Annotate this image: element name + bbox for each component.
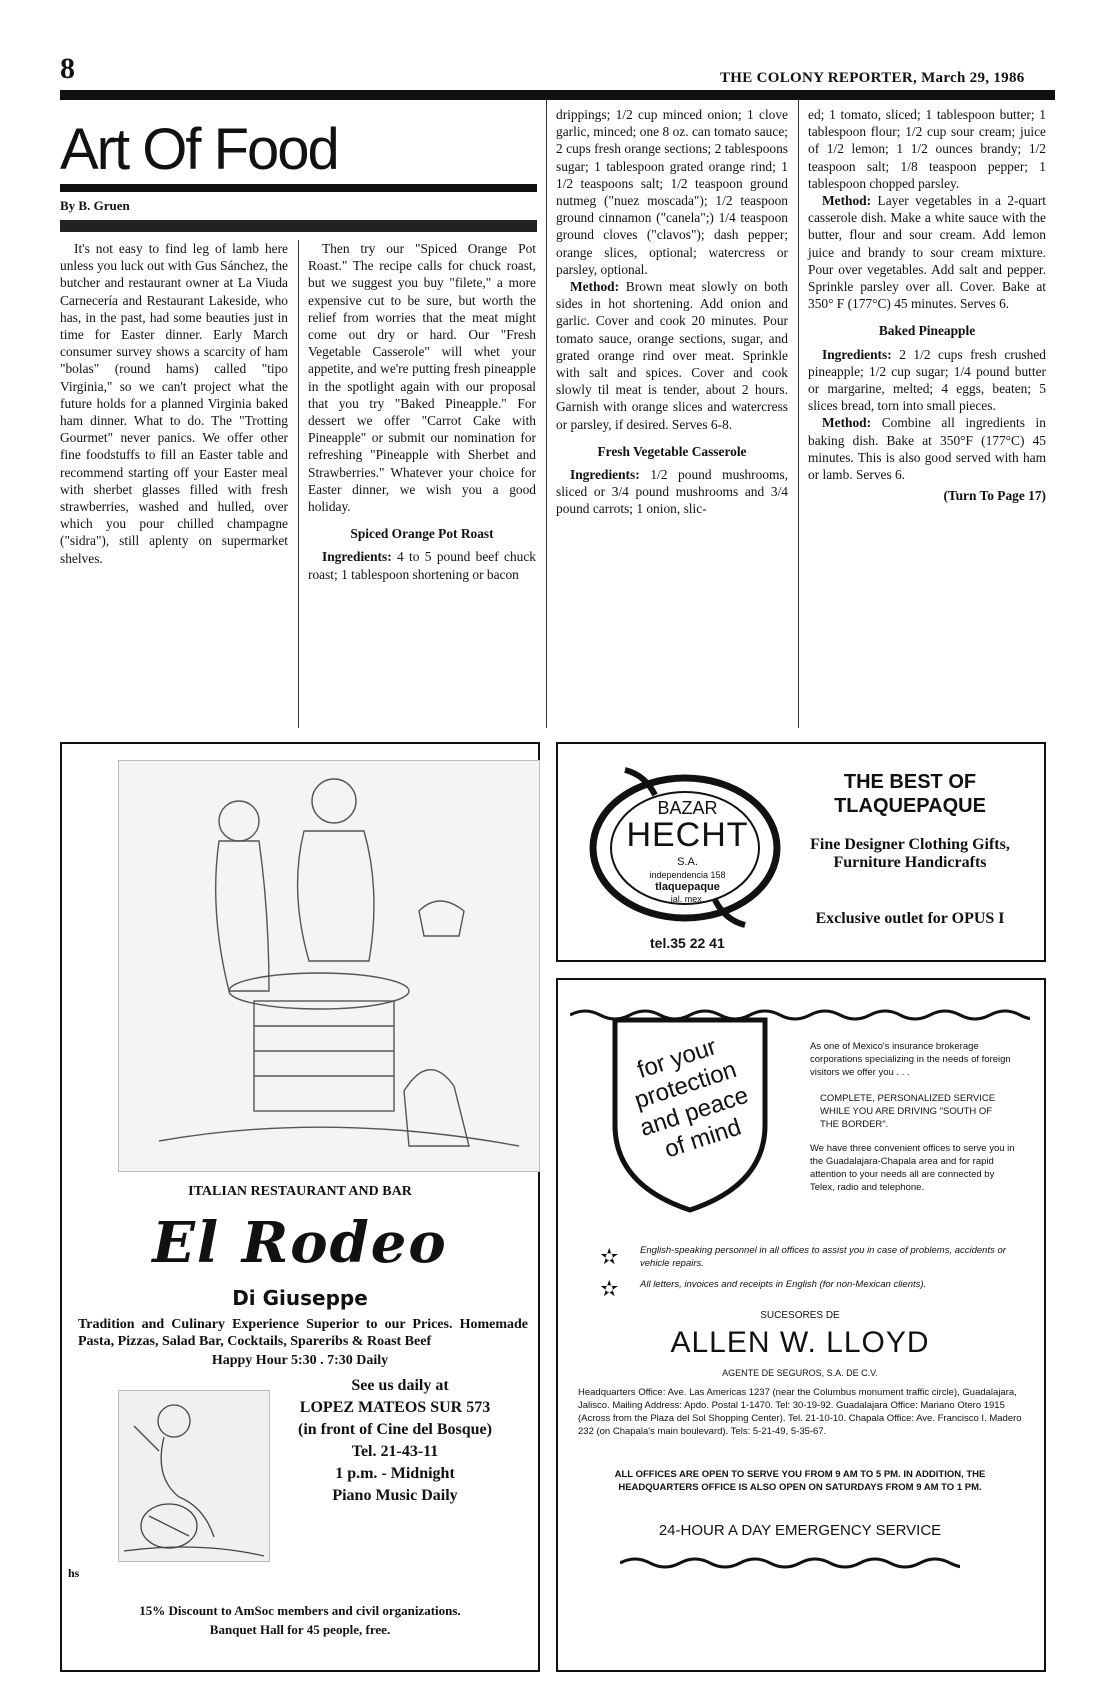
lloyd-intro: As one of Mexico's insurance brokerage corporations specializing in the needs of foreign visitors we offer you . . .: [810, 1041, 1011, 1078]
publication-header: THE COLONY REPORTER, March 29, 1986: [720, 70, 1025, 86]
recipe-title: Spiced Orange Pot Roast: [350, 526, 494, 542]
rodeo-phone: Tel. 21-43-11: [351, 1443, 439, 1460]
recipe-method: [556, 278, 788, 433]
logo-address-1: independencia 158: [649, 870, 726, 880]
hecht-phone: tel.35 22 41: [650, 935, 725, 951]
lloyd-offices: We have three convenient offices to serve you in the Guadalajara-Chapala area and for rapid attention to your needs all are connected by Telex, radio and telephone.: [810, 1143, 1015, 1193]
rodeo-happy-hour: Happy Hour 5:30 . 7:30 Daily: [211, 1353, 389, 1368]
rodeo-discount: 15% Discount to AmSoc members and civil organizations.: [139, 1603, 461, 1618]
article-paragraph: Then try our "Spiced Orange Pot Roast." The recipe calls for chuck roast, but we suggest you buy "filete," a more expensive cut to be sure, but worth the relief from worries that the meat might come out dry or hard. Our "Fresh Vegetable Casserole" will whet your appetite, and we're putting fresh pineapple in the spotlight again with our proposal that you try "Baked Pineapple." For dessert we offer "Carrot Cake with Pineapple" or submit our nomination for refreshing "Pineapple with Sherbet and Strawberries." Whatever your choice for Easter dinner, we wish you a good holiday.: [308, 241, 536, 515]
rodeo-tagline: Tradition and Culinary Experience Superior to our Prices. Homemade Pasta, Pizzas, Salad Bar, Cocktails, Spareribs & Roast Beef: [78, 1317, 528, 1349]
ingredients-text: 4 to 5 pound beef chuck roast; 1 tablespoon shortening or bacon: [308, 549, 536, 582]
label: Ingredients:: [822, 346, 892, 362]
lloyd-bullet-2: All letters, invoices and receipts in English (for non-Mexican clients).: [640, 1279, 927, 1290]
lloyd-hours: ALL OFFICES ARE OPEN TO SERVE YOU FROM 9 AM TO 5 PM. IN ADDITION, THE HEADQUARTERS OFFICE IS ALSO OPEN ON SATURDAYS FROM 9 AM TO 1 PM.: [614, 1469, 986, 1493]
hecht-logo: [585, 760, 790, 940]
recipe-method: [808, 192, 1046, 312]
ingredients-text: 1/2 pound mushrooms, sliced or 3/4 pound mushrooms and 3/4 pound carrots; 1 onion, slic-: [556, 467, 788, 517]
recipe-ingredients: [808, 346, 1046, 415]
illustration-sketch: [119, 761, 539, 1171]
ingredients-continued: drippings; 1/2 cup minced onion; 1 clove garlic, minced; one 8 oz. can tomato sauce; 2 cups fresh orange sections; 2 tablespoons sugar; 1 tablespoon grated orange rind; 1 1/2 teaspoons salt; 1/2 teaspoon ground nutmeg ("nuez moscada"); 1/2 teaspoon ground cinnamon ("canela";) 1/4 teaspoon ground cloves ("clavos"); dash pepper; orange slices, optional; watercress or parsley, optional.: [556, 107, 788, 277]
article-paragraph: It's not easy to find leg of lamb here unless you luck out with Gus Sánchez, the butcher and restaurant owner at La Viuda Carnecería and Restaurant Lakeside, who has, in the past, had some beauties just in time for Easter dinner. Early March consumer survey shows a scarcity of ham "bolas" (round hams) called "tipo Virginia," so we can't project what the future holds for a planned Virginia baked ham dinner. What to do. The "Trotting Gourmet" never panics. We offer other fine foodstuffs to fill an Easter table and recommend starting off your Easter meal with sherbet glasses filled with fresh strawberries, washed and hulled, over which you pour chilled champagne ("sidra"), still aplenty on supermarket shelves.: [60, 241, 288, 566]
cherub-illustration: [118, 1390, 270, 1562]
shield-graphic: [610, 1015, 770, 1215]
lloyd-complete-service: COMPLETE, PERSONALIZED SERVICE WHILE YOU ARE DRIVING "SOUTH OF THE BORDER".: [820, 1093, 996, 1130]
column-divider: [298, 240, 299, 728]
label: Method:: [822, 193, 872, 209]
rodeo-see-us: See us daily at: [351, 1377, 449, 1394]
rodeo-banquet: Banquet Hall for 45 people, free.: [209, 1622, 391, 1637]
label: Ingredients:: [570, 467, 640, 483]
method-text: Layer vegetables in a 2-quart casserole dish. Make a white sauce with the butter, flour and sour cream. Add lemon juice and brandy to sour cream mixture. Pour over vegetables. Add salt and pepper. Sprinkle parsley over all. Cover. Bake at 350° F (177°C) 45 minutes. Serves 6.: [808, 193, 1046, 312]
recipe-method: [808, 414, 1046, 483]
recipe-title: Baked Pineapple: [878, 323, 976, 339]
label: Ingredients:: [322, 549, 392, 565]
rodeo-hours: 1 p.m. - Midnight: [335, 1465, 455, 1482]
recipe-title: Fresh Vegetable Casserole: [597, 443, 747, 459]
label: Method:: [822, 415, 872, 431]
rodeo-giuseppe: Di Giuseppe: [232, 1286, 368, 1310]
lloyd-office-addresses: Headquarters Office: Ave. Las Americas 1237 (near the Columbus monument traffic circle), Guadalajara, Jalisco. Mailing Address: Apdo. Postal 1-1470. Tel: 30-19-92. Guadalajara Office: Mariano Otero 1915 (Across from the Plaza del Sol Shopping Center). Tel. 21-10-10. Chapala Office: Ave. Francisco I. Madero 232 (on Chapala's main boulevard). Tels: 5-21-49, 5-35-67.: [578, 1387, 1022, 1437]
article-title: Art Of Food: [60, 117, 338, 182]
lloyd-name: ALLEN W. LLOYD: [670, 1326, 930, 1359]
column-divider: [546, 100, 547, 728]
byline: By B. Gruen: [60, 198, 130, 213]
logo-address-2: tlaquepaque: [655, 881, 720, 893]
method-text: Brown meat slowly on both sides in hot shortening. Add onion and garlic. Cover and cook 20 minutes. Pour tomato sauce, orange sections, sugar, and grated orange rind over meat. Sprinkle with salt and spices. Cover and cook slowly til meat is tender, about 2 hours. Garnish with orange slices and watercress or parsley, if desired. Serves 6-8.: [556, 279, 788, 432]
wave-border-bottom: [620, 1556, 960, 1570]
hecht-exclusive: Exclusive outlet for OPUS I: [815, 910, 1005, 927]
label: Method:: [570, 279, 620, 295]
logo-hecht: HECHT: [626, 816, 749, 854]
rodeo-subtitle: ITALIAN RESTAURANT AND BAR: [188, 1184, 412, 1199]
shield-text: for your protection and peace of mind: [631, 1033, 752, 1164]
rodeo-address: LOPEZ MATEOS SUR 573: [299, 1399, 491, 1416]
lloyd-successors: SUCESORES DE: [760, 1310, 840, 1321]
recipe-ingredients: [308, 548, 536, 582]
lloyd-emergency: 24-HOUR A DAY EMERGENCY SERVICE: [658, 1522, 942, 1539]
article-column-4: [808, 106, 1046, 504]
article-column-1: [60, 240, 288, 567]
recipe-ingredients: [556, 466, 788, 518]
artist-initials: hs: [68, 1566, 80, 1580]
ingredients-text: 2 1/2 cups fresh crushed pineapple; 1/2 cup sugar; 1/4 pound butter or margarine, melted; 4 eggs, beaten; 5 slices bread, torn into small pieces.: [808, 346, 1046, 414]
rodeo-piano: Piano Music Daily: [332, 1487, 458, 1504]
rodeo-name: El Rodeo: [152, 1210, 448, 1276]
ingredients-continued: ed; 1 tomato, sliced; 1 tablespoon butter; 1 tablespoon flour; 1/2 cup sour cream; juice of 1/2 lemon; 1 1/2 ounces brandy; 1/2 teaspoon salt; 1/8 teaspoon pepper; 1 tablespoon chopped parsley.: [808, 107, 1046, 191]
rodeo-landmark: (in front of Cine del Bosque): [298, 1421, 492, 1438]
header-rule: [60, 90, 1055, 100]
star-icon: ✫: [600, 1244, 619, 1269]
hecht-products: Fine Designer Clothing Gifts, Furniture Handicrafts: [810, 836, 1010, 871]
article-column-2: [308, 240, 536, 583]
page-number: 8: [60, 52, 75, 85]
cherub-sketch: [119, 1391, 269, 1561]
lloyd-agent: AGENTE DE SEGUROS, S.A. DE C.V.: [722, 1368, 878, 1378]
title-rule: [60, 184, 537, 192]
logo-bazar: BAZAR: [657, 798, 718, 818]
method-text: Combine all ingredients in baking dish. Bake at 350°F (177°C) 45 minutes. This is also good served with ham or lamb. Serves 6.: [808, 415, 1046, 483]
hecht-headline: THE BEST OF TLAQUEPAQUE: [834, 771, 986, 817]
restaurant-illustration: [118, 760, 540, 1172]
lloyd-bullet-1: English-speaking personnel in all offices to assist you in case of problems, accidents or vehicle repairs.: [640, 1245, 1006, 1269]
article-column-3: [556, 106, 788, 518]
star-icon: ✫: [600, 1276, 619, 1301]
continued-link: (Turn To Page 17): [943, 488, 1046, 504]
byline-rule: [60, 220, 537, 232]
logo-address-3: jal. mex.: [670, 894, 705, 904]
logo-sa: S.A.: [677, 856, 698, 868]
column-divider: [798, 100, 799, 728]
